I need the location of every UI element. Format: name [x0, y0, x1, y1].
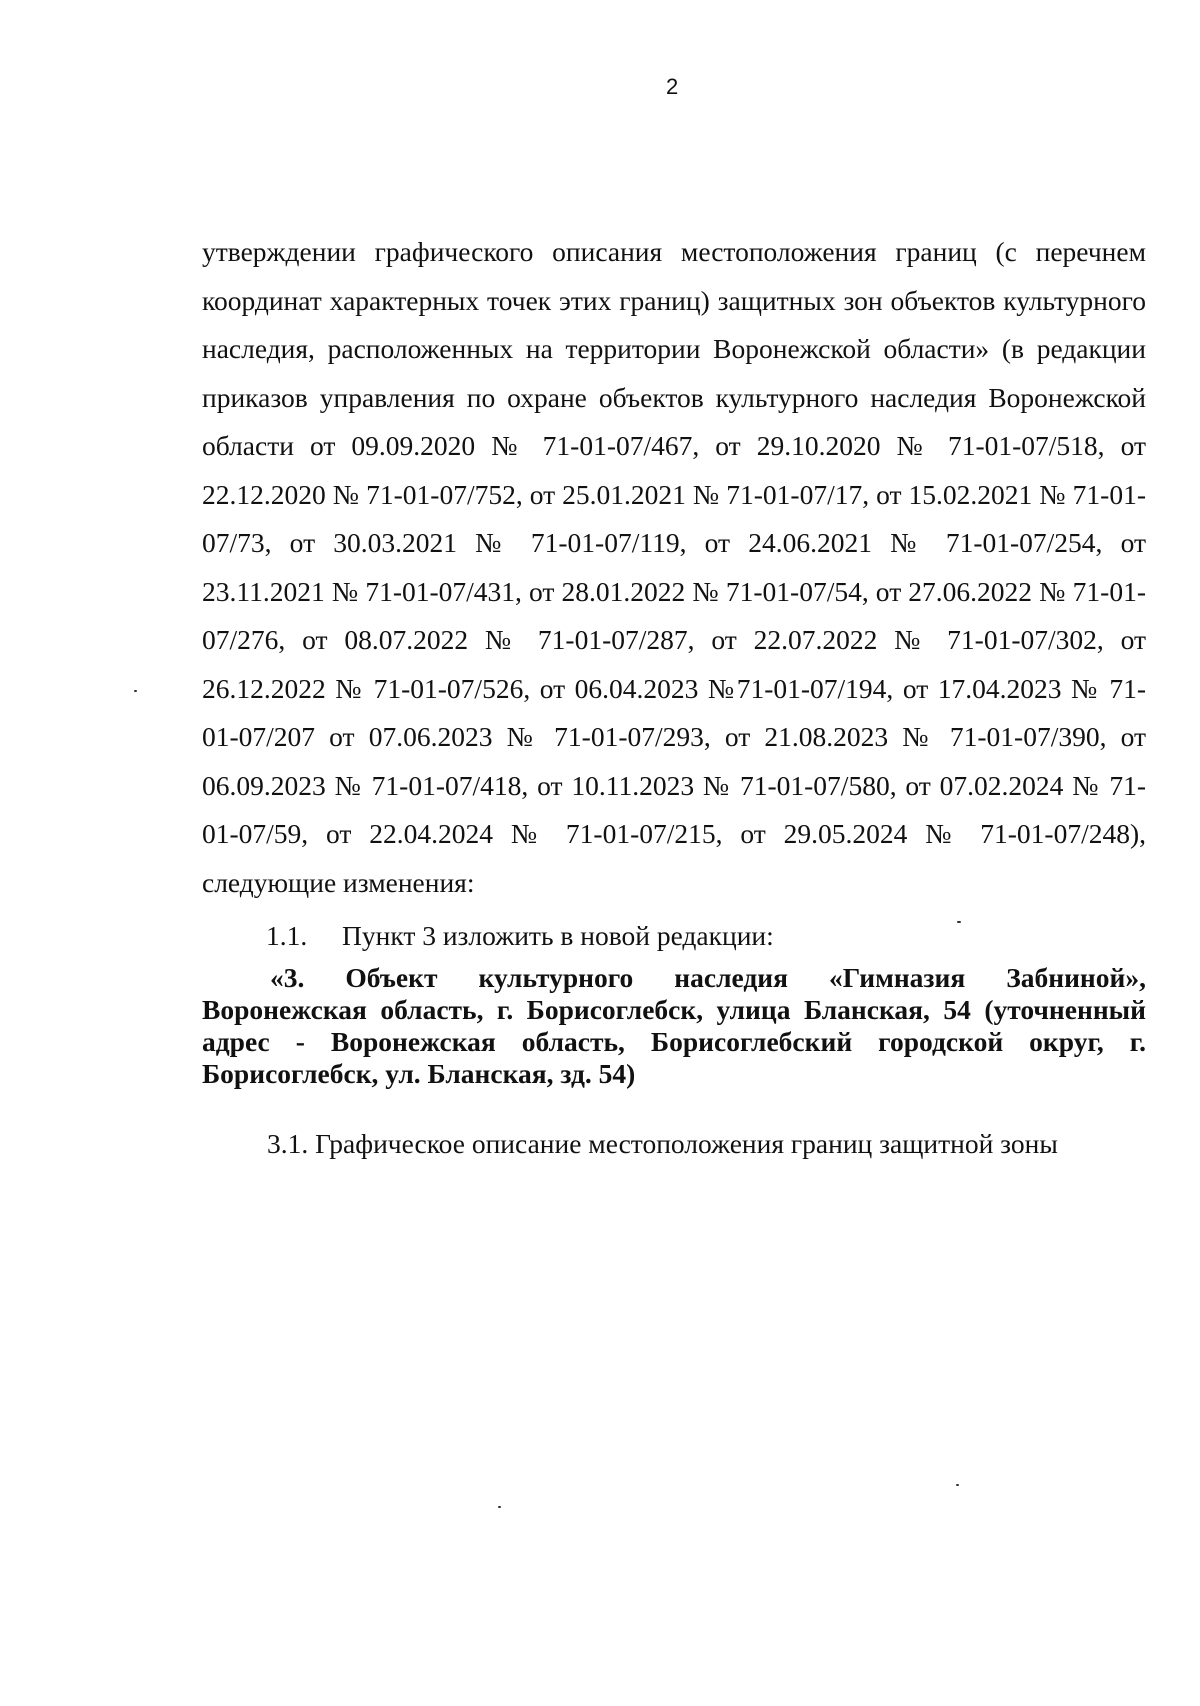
scan-speck: [957, 921, 961, 923]
list-item-1-1: [266, 912, 1146, 961]
scan-speck: [134, 690, 137, 692]
section-heading: «3. Объект культурного наследия «Гимназия Забниной», Воронежская область, г. Борисоглебск, улица Бланская, 54 (уточненный адрес - Воронежская область, Борисоглебский городской округ, г. Борисоглебск, ул. Бланская, зд. 54): [202, 962, 1146, 1089]
page-number: 2: [666, 74, 679, 99]
list-item-text: Пункт 3 изложить в новой редакции:: [342, 920, 774, 951]
subsection-heading: 3.1. Графическое описание местоположения границ защитной зоны: [267, 1128, 1058, 1159]
scan-speck: [956, 1484, 959, 1486]
body-paragraph: утверждении графического описания местоположения границ (с перечнем координат характерных точек этих границ) защитных зон объектов культурного наследия, расположенных на территории Воронежской области» (в редакции приказов управления по охране объектов культурного наследия Воронежской области от 09.09.2020 № 71-01-07/467, от 29.10.2020 № 71-01-07/518, от 22.12.2020 № 71-01-07/752, от 25.01.2021 № 71-01-07/17, от 15.02.2021 № 71-01-07/73, от 30.03.2021 № 71-01-07/119, от 24.06.2021 № 71-01-07/254, от 23.11.2021 № 71-01-07/431, от 28.01.2022 № 71-01-07/54, от 27.06.2022 № 71-01-07/276, от 08.07.2022 № 71-01-07/287, от 22.07.2022 № 71-01-07/302, от 26.12.2022 № 71-01-07/526, от 06.04.2023 №71-01-07/194, от 17.04.2023 № 71-01-07/207 от 07.06.2023 № 71-01-07/293, от 21.08.2023 № 71-01-07/390, от 06.09.2023 № 71-01-07/418, от 10.11.2023 № 71-01-07/580, от 07.02.2024 № 71-01-07/59, от 22.04.2024 № 71-01-07/215, от 29.05.2024 № 71-01-07/248), следующие изменения:: [202, 236, 1146, 898]
list-item-number: 1.1.: [266, 920, 308, 951]
scan-speck: [498, 1506, 501, 1508]
